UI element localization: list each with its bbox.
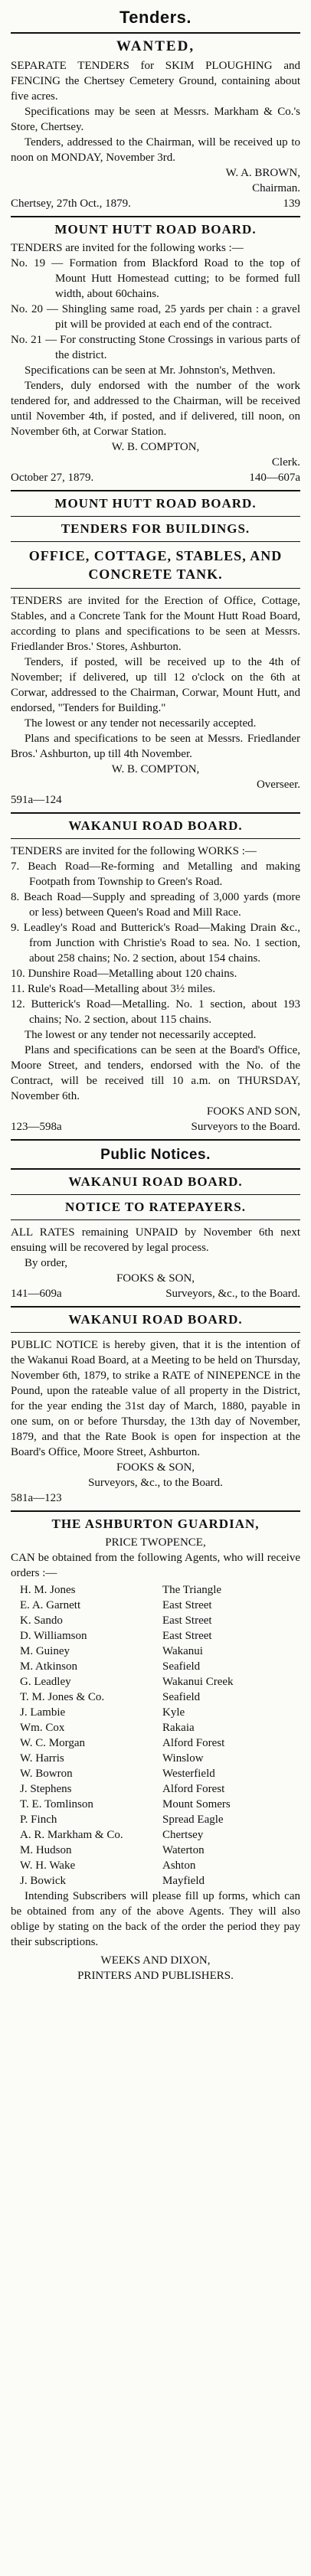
ad-item: 10. Dunshire Road—Metalling about 120 chains. (11, 968, 237, 980)
ad-item: 12. Butterick's Road—Metalling. No. 1 section, about 193 chains; No. 2 section, about 115 chains. (11, 998, 300, 1026)
ad-role: Surveyors to the Board. (191, 1121, 300, 1133)
divider (11, 1194, 300, 1195)
divider (11, 1219, 300, 1220)
divider (11, 1168, 300, 1170)
agent-place: Westerfield (162, 1768, 215, 1780)
ad-ref: 140—607a (249, 472, 300, 484)
ad-item: 9. Leadley's Road and Butterick's Road—Making Drain &c., from Junction with Christie's Road to sea. No. 1 section, about 258 chains; No. 2 section, about 154 chains. (11, 922, 300, 965)
ad-title: WAKANUI ROAD BOARD. (68, 1174, 243, 1189)
ad-publishers: WEEKS AND DIXON, (100, 1954, 211, 1967)
ad-body: PUBLIC NOTICE is hereby given, that it is the intention of the Wakanui Road Board, at a Meeting to be held on Thursday, November 6th, 1879, to strike a RATE of NINEPENCE in the Pound, upon the rateable value of all property in the District, for the year ending the 31st day of March, 1880, payable in one sum, on or before Thursday, the 13th day of November, 1879, and that the Rate Book is open for inspection at the Board's Office, Moore Street, Ashburton. (11, 1339, 300, 1458)
agent-place: Alford Forest (162, 1783, 225, 1795)
ad-signer: W. A. BROWN, (225, 167, 300, 179)
agent-name: H. M. Jones (20, 1584, 76, 1596)
ad-title: THE ASHBURTON GUARDIAN, (51, 1517, 260, 1531)
divider (11, 490, 300, 491)
ad-signer: W. B. COMPTON, (111, 763, 200, 775)
ad-signer: W. B. COMPTON, (111, 441, 200, 453)
ad-footer (11, 1286, 300, 1301)
ad-item: 8. Beach Road—Supply and spreading of 3,000 yards (more or less) between Queen's Road and Mill Race. (11, 891, 300, 919)
ad-ref: 581a—123 (11, 1492, 62, 1504)
ad-item: No. 21 — For constructing Stone Crossings in various parts of the district. (11, 334, 300, 361)
section-header-public-notices: Public Notices. (100, 1147, 211, 1163)
agent-name: W. Harris (20, 1752, 64, 1765)
agents-list (20, 1582, 300, 1889)
ad-item: No. 20 — Shingling same road, 25 yards per chain : a gravel pit will be provided at each end of the contract. (11, 303, 300, 331)
ad-role: Overseer. (256, 779, 300, 791)
divider (11, 588, 300, 589)
ad-ref: 591a—124 (11, 794, 62, 806)
ad-signer: FOOKS & SON, (116, 1272, 195, 1285)
agent-name: J. Stephens (20, 1783, 72, 1795)
ad-order: By order, (25, 1257, 68, 1269)
agent-place: East Street (162, 1599, 212, 1611)
agent-name: Wm. Cox (20, 1722, 65, 1734)
agent-name: M. Atkinson (20, 1660, 78, 1673)
ad-wanted (11, 38, 300, 211)
agent-place: Rakaia (162, 1722, 195, 1734)
divider (11, 1332, 300, 1333)
ad-item: No. 19 — Formation from Blackford Road to the top of Mount Hutt Homestead cutting; to be formed full width, about 60chains. (11, 257, 300, 300)
agent-name: A. R. Markham & Co. (20, 1829, 123, 1841)
agent-name: J. Bowick (20, 1875, 66, 1887)
agent-place: East Street (162, 1630, 212, 1642)
ad-body: TENDERS are invited for the Erection of Office, Cottage, Stables, and a Concrete Tank for the Mount Hutt Road Board, according to plans and specifications to be seen at Messrs. Friedlander Bros.' Stores, Ashburton. (11, 595, 300, 653)
divider (11, 541, 300, 542)
agent-place: Mayfield (162, 1875, 205, 1887)
ad-footer (11, 470, 300, 485)
ad-item: 11. Rule's Road—Metalling about 3½ miles. (11, 983, 216, 995)
ad-body: ALL RATES remaining UNPAID by November 6th next ensuing will be recovered by legal process. (11, 1226, 300, 1254)
ad-tenders: Tenders, duly endorsed with the number of the work tendered for, and addressed to the Chairman, will be received until November 4th, if posted, and if delivered, till noon, on November 6th, at Corwar Station. (11, 380, 300, 438)
ad-wakanui-works (11, 818, 300, 1135)
agent-name: J. Lambie (20, 1706, 66, 1719)
ad-signer: FOOKS AND SON, (206, 1105, 300, 1118)
ad-ashburton-guardian (11, 1517, 300, 1983)
agent-place: Seafield (162, 1691, 201, 1703)
agent-place: Alford Forest (162, 1737, 225, 1749)
agent-name: M. Hudson (20, 1844, 72, 1856)
agent-place: Kyle (162, 1706, 185, 1719)
ad-body: SEPARATE TENDERS for SKIM PLOUGHING and FENCING the Chertsey Cemetery Ground, containing about five acres. (11, 60, 300, 103)
ad-wakanui-public-notice (11, 1312, 300, 1506)
section-header-tenders: Tenders. (119, 8, 192, 27)
ad-specs: Specifications can be seen at Mr. Johnston's, Methven. (25, 364, 276, 377)
divider (11, 1510, 300, 1512)
agent-name: W. C. Morgan (20, 1737, 86, 1749)
agent-name: P. Finch (20, 1814, 57, 1826)
ad-tenders: Tenders, addressed to the Chairman, will be received up to noon on MONDAY, November 3rd. (11, 136, 300, 164)
ad-publishers-role: PRINTERS AND PUBLISHERS. (77, 1970, 234, 1982)
agent-place: The Triangle (162, 1584, 222, 1596)
agent-name: T. E. Tomlinson (20, 1798, 93, 1810)
divider (11, 216, 300, 217)
ad-lowest: The lowest or any tender not necessarily accepted. (25, 717, 257, 730)
divider (11, 32, 300, 34)
ad-title: MOUNT HUTT ROAD BOARD. (54, 222, 257, 237)
agent-place: Wakanui Creek (162, 1676, 234, 1688)
agent-place: Spread Eagle (162, 1814, 224, 1826)
agent-place: Ashton (162, 1859, 196, 1872)
divider (11, 838, 300, 839)
ad-intro: CAN be obtained from the following Agents, who will receive orders :— (11, 1552, 300, 1579)
agent-name: G. Leadley (20, 1676, 71, 1688)
divider (11, 812, 300, 814)
agent-place: Wakanui (162, 1645, 203, 1657)
ad-ref: 123—598a (11, 1121, 62, 1133)
ad-mount-hutt-buildings (11, 496, 300, 808)
agent-place: Seafield (162, 1660, 201, 1673)
ad-title: WAKANUI ROAD BOARD. (68, 818, 243, 833)
ad-date: October 27, 1879. (11, 472, 94, 484)
agent-name: M. Guiney (20, 1645, 70, 1657)
divider (11, 516, 300, 517)
agent-name: D. Williamson (20, 1630, 87, 1642)
ad-ref: 139 (283, 198, 300, 210)
ad-intro: TENDERS are invited for the following works :— (11, 242, 244, 254)
agent-place: East Street (162, 1614, 212, 1627)
ad-role: Chairman. (252, 182, 300, 194)
ad-plans: Plans and specifications can be seen at the Board's Office, Moore Street, and tenders, endorsed with the No. of the Contract, will be received till 10 a.m. on THURSDAY, November 6th. (11, 1044, 300, 1102)
ad-item: 7. Beach Road—Re-forming and Metalling and making Footpath from Township to Green's Road. (11, 860, 300, 888)
ad-role: Clerk. (271, 456, 300, 469)
ad-footer (11, 1119, 300, 1135)
ad-subtitle: TENDERS FOR BUILDINGS. (61, 521, 250, 536)
ad-role: Surveyors, &c., to the Board. (165, 1288, 300, 1300)
agent-name: T. M. Jones & Co. (20, 1691, 105, 1703)
ad-date: Chertsey, 27th Oct., 1879. (11, 198, 131, 210)
ad-role: Surveyors, &c., to the Board. (88, 1477, 223, 1489)
agent-name: K. Sando (20, 1614, 63, 1627)
ad-price: PRICE TWOPENCE, (105, 1536, 206, 1549)
ad-subtitle: NOTICE TO RATEPAYERS. (65, 1200, 246, 1214)
ad-footer (11, 196, 300, 211)
ad-title: MOUNT HUTT ROAD BOARD. (54, 496, 257, 511)
agent-name: E. A. Garnett (20, 1599, 81, 1611)
ad-title: WAKANUI ROAD BOARD. (68, 1312, 243, 1327)
agent-name: W. Bowron (20, 1768, 73, 1780)
ad-ref: 141—609a (11, 1288, 62, 1300)
agent-place: Winslow (162, 1752, 204, 1765)
ad-plans: Plans and specifications to be seen at Messrs. Friedlander Bros.' Ashburton, up till 4th November. (11, 733, 300, 760)
ad-heading: OFFICE, COTTAGE, STABLES, AND CONCRETE TANK. (28, 548, 283, 582)
ad-intro: TENDERS are invited for the following WORKS :— (11, 845, 257, 857)
ad-posted: Tenders, if posted, will be received up to the 4th of November; if delivered, up till 12 o'clock on the 6th at Corwar, addressed to the Chairman, Corwar, Mount Hutt, and endorsed, "Tenders for Building." (11, 656, 300, 714)
agent-place: Waterton (162, 1844, 205, 1856)
ad-mount-hutt-works (11, 222, 300, 485)
ad-wakanui-rates (11, 1174, 300, 1301)
ad-specs: Specifications may be seen at Messrs. Markham & Co.'s Store, Chertsey. (11, 106, 300, 133)
ad-signer: FOOKS & SON, (116, 1461, 195, 1474)
ad-title: WANTED, (116, 38, 195, 54)
agent-place: Mount Somers (162, 1798, 231, 1810)
ad-subscribers: Intending Subscribers will please fill up forms, which can be obtained from any of the above Agents. They will also oblige by stating on the back of the order the period they pay their subscriptions. (11, 1890, 300, 1948)
divider (11, 1139, 300, 1141)
divider (11, 1306, 300, 1308)
ad-lowest: The lowest or any tender not necessarily accepted. (25, 1029, 257, 1041)
agent-name: W. H. Wake (20, 1859, 76, 1872)
agent-place: Chertsey (162, 1829, 204, 1841)
